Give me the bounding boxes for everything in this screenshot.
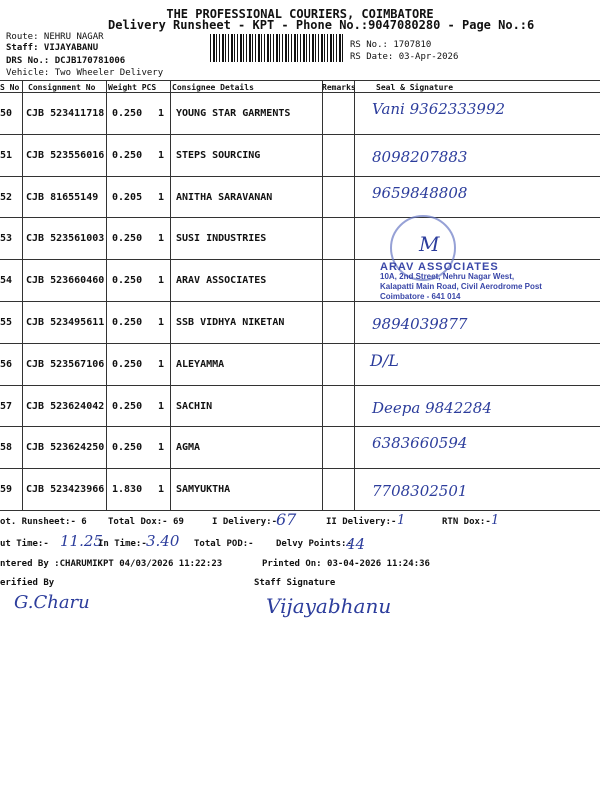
cell-consignee: AGMA <box>176 442 201 454</box>
cell-consignment: CJB 523423966 <box>26 484 105 496</box>
cell-sno: 55 <box>0 317 13 328</box>
cell-consignee: ANITHA SARAVANAN <box>176 191 273 203</box>
total-dox: Total Dox:- 69 <box>108 517 184 527</box>
cell-pcs: 1 <box>158 149 165 161</box>
rs-number: RS No.: 1707810 <box>350 40 432 50</box>
table-row <box>0 217 600 259</box>
printed-on: Printed On: 03-04-2026 11:24:36 <box>262 559 430 569</box>
cell-consignment: CJB 523556016 <box>26 149 105 161</box>
staff-label: Staff: VIJAYABANU <box>6 43 99 53</box>
cell-sno: 58 <box>0 442 13 454</box>
rtn-dox-value: 1 <box>491 513 500 528</box>
cell-sno: 57 <box>0 400 13 412</box>
cell-pcs: 1 <box>158 275 165 287</box>
column-header-consignee: Consignee Details <box>172 83 254 92</box>
cell-weight: 0.250 <box>112 400 143 412</box>
cell-consignee: ALEYAMMA <box>176 358 225 370</box>
cell-sno: 54 <box>0 275 13 287</box>
cell-sno: 56 <box>0 358 13 370</box>
cell-weight: 1.830 <box>112 484 143 496</box>
column-header-sno: S No <box>0 83 20 92</box>
cell-pcs: 1 <box>158 400 165 412</box>
cell-sno: 52 <box>0 191 13 203</box>
cell-pcs: 1 <box>158 233 165 245</box>
cell-consignee: SSB VIDHYA NIKETAN <box>176 317 285 328</box>
i-delivery-label: I Delivery:- <box>212 517 278 527</box>
cell-sno: 50 <box>0 108 13 119</box>
table-row <box>0 134 600 176</box>
rtn-dox-label: RTN Dox:- <box>442 517 491 527</box>
cell-consignee: ARAV ASSOCIATES <box>176 275 267 287</box>
cell-pcs: 1 <box>158 442 165 454</box>
i-delivery-value: 67 <box>276 510 297 529</box>
stamp-address-line: 10A, 2nd Street, Nehru Nagar West, <box>380 272 515 281</box>
cell-pcs: 1 <box>158 317 165 328</box>
cell-consignment: CJB 523624042 <box>26 400 105 412</box>
out-time-label: ut Time:- <box>0 539 49 549</box>
cell-sno: 59 <box>0 484 13 496</box>
out-time-value: 11.25 <box>60 532 103 550</box>
in-time-value: 3.40 <box>146 532 180 550</box>
cell-consignment: CJB 81655149 <box>26 191 99 203</box>
entered-by: ntered By :CHARUMIKPT 04/03/2026 11:22:23 <box>0 559 223 569</box>
cell-consignment: CJB 523411718 <box>26 108 105 119</box>
column-header-seal: Seal & Signature <box>376 83 454 92</box>
cell-weight: 0.250 <box>112 108 143 119</box>
cell-consignment: CJB 523660460 <box>26 275 105 287</box>
cell-consignment: CJB 523567106 <box>26 358 105 370</box>
in-time-label: In Time:- <box>98 539 147 549</box>
cell-consignee: STEPS SOURCING <box>176 149 261 161</box>
column-header-weight-pcs: Weight PCS <box>108 83 157 92</box>
cell-sno: 53 <box>0 233 13 245</box>
cell-pcs: 1 <box>158 484 165 496</box>
cell-sno: 51 <box>0 149 13 161</box>
total-pod-label: Total POD:- <box>194 539 254 549</box>
runsheet-title: Delivery Runsheet - KPT - Phone No.:9047080280 - Page No.:6 <box>108 18 535 32</box>
cell-weight: 0.250 <box>112 275 143 287</box>
company-stamp <box>380 262 580 302</box>
column-header-remarks: Remarks <box>322 83 356 92</box>
route-label: Route: NEHRU NAGAR <box>6 32 104 42</box>
handwritten-signature: 8098207883 <box>372 147 468 166</box>
table-row <box>0 426 600 468</box>
handwritten-signature: 7708302501 <box>372 482 468 501</box>
cell-weight: 0.250 <box>112 317 143 328</box>
cell-weight: 0.250 <box>112 233 143 245</box>
table-row <box>0 343 600 385</box>
tot-runsheet: ot. Runsheet:- 6 <box>0 517 87 527</box>
stamp-company-name: ARAV ASSOCIATES <box>380 261 499 273</box>
stamp-signature: M <box>419 232 440 256</box>
cell-consignment: CJB 523561003 <box>26 233 105 245</box>
verified-by-label: erified By <box>0 578 55 588</box>
handwritten-signature: D/L <box>370 350 399 370</box>
stamp-address-line: Kalapatti Main Road, Civil Aerodrome Post <box>380 282 542 291</box>
cell-weight: 0.250 <box>112 442 143 454</box>
cell-consignee: SUSI INDUSTRIES <box>176 233 267 245</box>
cell-consignee: YOUNG STAR GARMENTS <box>176 108 291 119</box>
rs-date: RS Date: 03-Apr-2026 <box>350 52 459 62</box>
verified-signature: G.Charu <box>14 592 90 613</box>
handwritten-signature: 9659848808 <box>372 183 468 202</box>
row-divider <box>0 510 600 511</box>
cell-weight: 0.250 <box>112 149 143 161</box>
vehicle-label: Vehicle: Two Wheeler Delivery <box>6 68 164 78</box>
cell-consignee: SAMYUKTHA <box>176 484 231 496</box>
cell-pcs: 1 <box>158 108 165 119</box>
cell-weight: 0.250 <box>112 358 143 370</box>
table-row <box>0 176 600 218</box>
cell-pcs: 1 <box>158 358 165 370</box>
column-header-consignment: Consignment No <box>28 83 96 92</box>
ii-delivery-value: 1 <box>397 513 406 528</box>
staff-signature-label: Staff Signature <box>254 578 336 588</box>
table-row <box>0 301 600 343</box>
handwritten-signature: 9894039877 <box>372 315 468 333</box>
company-name: THE PROFESSIONAL COURIERS, COIMBATORE <box>166 7 434 21</box>
table-row <box>0 385 600 427</box>
staff-signature: Vijayabhanu <box>266 594 392 618</box>
handwritten-signature: Deepa 9842284 <box>372 398 492 417</box>
stamp-address-line: Coimbatore - 641 014 <box>380 292 461 301</box>
delvy-points-label: Delvy Points:- <box>276 539 352 549</box>
table-row <box>0 468 600 510</box>
table-row <box>0 92 600 134</box>
cell-consignment: CJB 523624250 <box>26 442 105 454</box>
barcode-image <box>210 34 345 62</box>
handwritten-signature: 6383660594 <box>372 434 468 453</box>
cell-consignment: CJB 523495611 <box>26 317 105 328</box>
cell-consignee: SACHIN <box>176 400 213 412</box>
ii-delivery-label: II Delivery:- <box>326 517 397 527</box>
delvy-points-value: 44 <box>346 535 366 553</box>
drs-number: DRS No.: DCJB170781006 <box>6 56 126 66</box>
handwritten-signature: Vani 9362333992 <box>372 100 506 118</box>
cell-pcs: 1 <box>158 191 165 203</box>
cell-weight: 0.205 <box>112 191 143 203</box>
